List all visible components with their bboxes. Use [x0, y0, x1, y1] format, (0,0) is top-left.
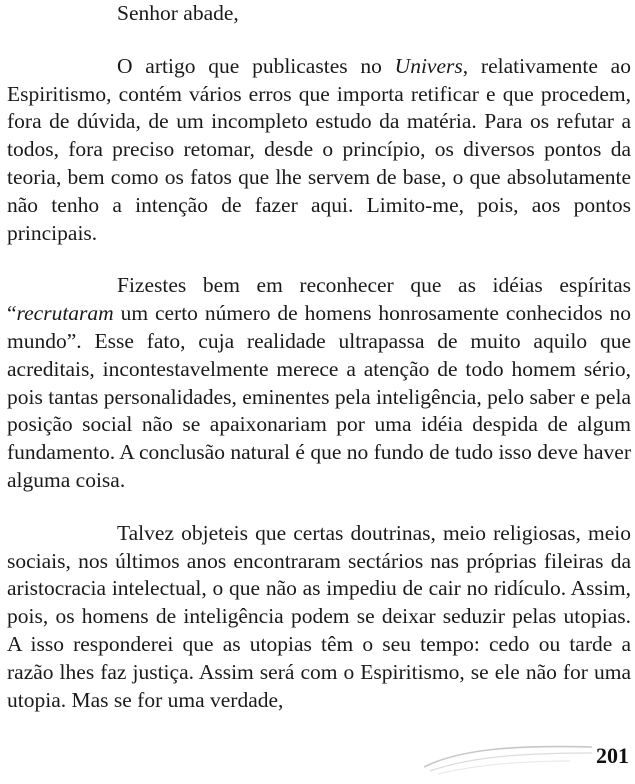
paragraph-1-text-a: O artigo que publicastes no: [117, 53, 395, 78]
paragraph-3: Talvez objeteis que certas doutrinas, meio religiosas, meio sociais, nos últimos anos encontraram sectários nas próprias fileiras da aristocracia intelectual, o que não as impediu de cair no ridículo. Assim, pois, os homens de inteligência podem se deixar seduzir pelas utopias. A isso responderei que as utopias têm o seu tempo: cedo ou tarde a razão lhes faz justiça. Assim será com o Espiritismo, se ele não for uma utopia. Mas se for uma verdade,: [7, 520, 631, 712]
paragraph-1-italic: Univers: [394, 53, 463, 78]
page-body: [7, 0, 631, 739]
decorative-swoosh-icon: [420, 733, 595, 778]
paragraph-2: [7, 272, 631, 494]
salutation: Senhor abade,: [117, 1, 239, 25]
page-footer: [0, 733, 635, 784]
paragraph-1-text-b: , relativamente ao Espiritismo, contém vários erros que importa retificar e que procedem, fora de dúvida, de um incompleto estudo da matéria. Para os refutar a todos, fora preciso retomar, desde o princípio, os diversos pontos da teoria, bem como os fatos que lhe servem de base, o que absolutamente não tenho a intenção de fazer aqui. Limito-me, pois, aos pontos principais.: [7, 53, 631, 245]
paragraph-1: [7, 53, 631, 248]
paragraph-2-italic: recrutaram: [16, 301, 114, 326]
paragraph-2-text-a: Fizestes bem em reconhecer que as idéias espíritas “: [7, 273, 631, 326]
page-number: 201: [596, 743, 629, 768]
paragraph-2-text-b: um certo número de homens honrosamente conhecidos no mundo”. Esse fato, cuja realidade ultrapassa de muito aquilo que acreditais, incontestavelmente merece a atenção de todo homem sério, pois tantas personalidades, eminentes pela inteligência, pelo saber e pela posição social não se apaixonariam por uma idéia despida de algum fundamento. A conclusão natural é que no fundo de tudo isso deve haver alguma coisa.: [7, 301, 631, 492]
